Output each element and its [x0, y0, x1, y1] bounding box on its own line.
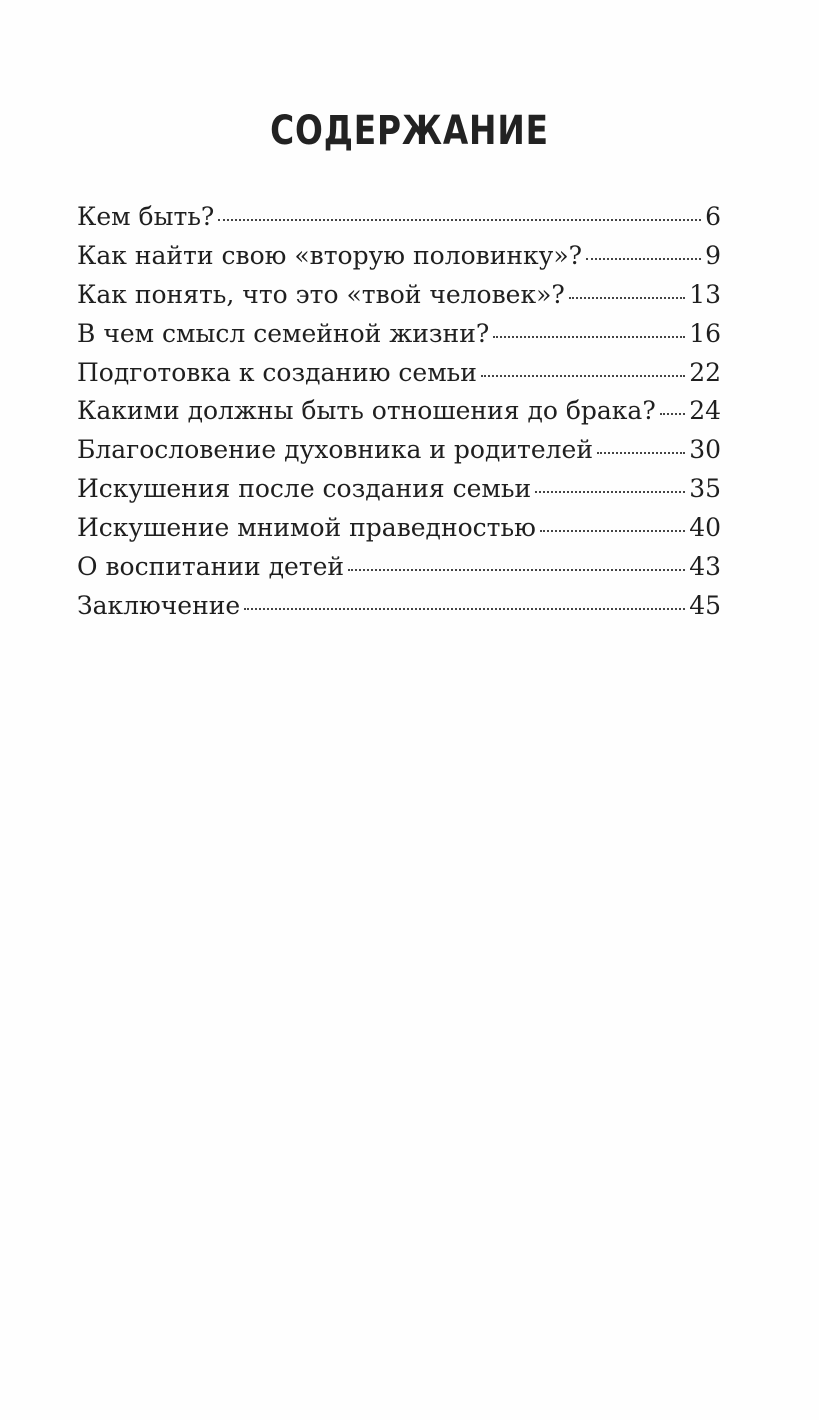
toc-page-number: 40	[689, 513, 721, 543]
toc-entry	[77, 198, 721, 237]
toc-page-number: 24	[689, 396, 721, 426]
toc-entry	[77, 548, 721, 587]
dot-leader	[244, 606, 685, 610]
toc-entry-title: Как найти свою «вторую половинку»?	[77, 240, 583, 270]
dot-leader	[660, 411, 685, 415]
toc-entry-title: Кем быть?	[77, 202, 215, 231]
toc-entry	[77, 354, 721, 393]
toc-page-number: 6	[705, 202, 721, 231]
table-of-contents	[77, 198, 721, 626]
toc-page-number: 45	[689, 590, 721, 620]
toc-entry	[77, 587, 721, 626]
toc-entry-title: Как понять, что это «твой человек»?	[77, 279, 565, 309]
toc-page-number: 22	[689, 357, 721, 387]
toc-entry-title: Искушение мнимой праведностью	[77, 513, 536, 543]
dot-leader	[569, 295, 685, 299]
page-title: СОДЕРЖАНИЕ	[270, 108, 549, 154]
toc-entry	[77, 431, 721, 470]
toc-entry	[77, 392, 721, 431]
toc-entry-title: О воспитании детей	[77, 552, 345, 582]
toc-page-number: 9	[705, 240, 721, 270]
toc-entry-title: Искушения после создания семьи	[77, 474, 532, 504]
dot-leader	[493, 334, 685, 338]
toc-entry	[77, 509, 721, 548]
toc-entry-title: Подготовка к созданию семьи	[77, 357, 477, 387]
toc-entry-title: Благословение духовника и родителей	[77, 435, 593, 465]
toc-entry	[77, 276, 721, 315]
toc-entry	[77, 237, 721, 276]
toc-page-number: 16	[689, 318, 721, 348]
toc-entry	[77, 470, 721, 509]
dot-leader	[586, 256, 701, 260]
toc-page-number: 35	[689, 474, 721, 504]
toc-page-number: 30	[689, 435, 721, 465]
toc-page-number: 13	[689, 279, 721, 309]
dot-leader	[535, 489, 685, 493]
toc-entry	[77, 315, 721, 354]
toc-entry-title: В чем смысл семейной жизни?	[77, 318, 490, 348]
dot-leader	[540, 528, 685, 532]
toc-page-number: 43	[689, 552, 721, 582]
dot-leader	[481, 373, 685, 377]
toc-entry-title: Заключение	[77, 590, 241, 620]
dot-leader	[597, 450, 685, 454]
toc-entry-title: Какими должны быть отношения до брака?	[77, 396, 656, 426]
dot-leader	[348, 567, 685, 571]
dot-leader	[218, 217, 701, 221]
